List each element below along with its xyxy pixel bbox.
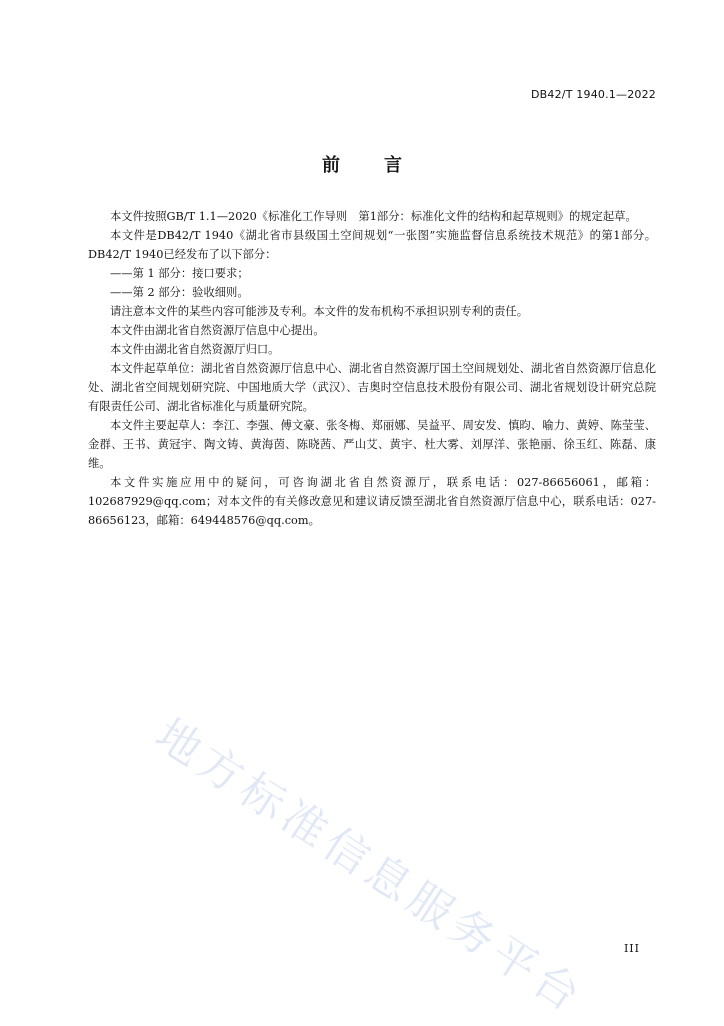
paragraph-patent-notice: 请注意本文件的某些内容可能涉及专利。本文件的发布机构不承担识别专利的责任。	[110, 305, 528, 318]
list-item-part-1: ——第 1 部分：接口要求；	[110, 267, 249, 280]
document-code: DB42/T 1940.1—2022	[530, 88, 656, 101]
foreword-body	[88, 207, 656, 530]
paragraph-drafting-rule: 本文件按照GB/T 1.1—2020《标准化工作导则 第1部分：标准化文件的结构和起草规则》的规定起草。	[110, 210, 637, 223]
paragraph-proposer: 本文件由湖北省自然资源厅信息中心提出。	[110, 324, 325, 337]
paragraph-responsible-unit: 本文件由湖北省自然资源厅归口。	[110, 343, 280, 356]
paragraph-drafters: 本文件主要起草人：李江、李强、傅文豪、张冬梅、郑丽娜、吴益平、周安发、慎昀、喻力、黄婷、陈莹莹、金群、王书、黄冠宇、陶文铸、黄海茵、陈晓茜、严山艾、黄宇、杜大雾、刘厚洋、张艳丽、徐玉红、陈磊、康维。	[88, 419, 656, 470]
paragraph-contact: 本文件实施应用中的疑问，可咨询湖北省自然资源厅，联系电话：027-86656061，邮箱：102687929@qq.com；对本文件的有关修改意见和建议请反馈至湖北省自然资源厅信息中心，联系电话：027-86656123，邮箱：649448576@qq.com。	[88, 476, 656, 527]
watermark: 地方标准信息服务平台	[146, 709, 594, 1025]
paragraph-series-info: 本文件是DB42/T 1940《湖北省市县级国土空间规划“一张图”实施监督信息系统技术规范》的第1部分。DB42/T 1940已经发布了以下部分：	[88, 229, 656, 261]
paragraph-drafting-units: 本文件起草单位：湖北省自然资源厅信息中心、湖北省自然资源厅国土空间规划处、湖北省自然资源厅信息化处、湖北省空间规划研究院、中国地质大学（武汉）、吉奥时空信息技术股份有限公司、湖北省规划设计研究总院有限责任公司、湖北省标准化与质量研究院。	[88, 362, 656, 413]
page-title: 前言	[322, 155, 446, 176]
page-number: III	[623, 942, 640, 955]
list-item-part-2: ——第 2 部分：验收细则。	[110, 286, 249, 299]
